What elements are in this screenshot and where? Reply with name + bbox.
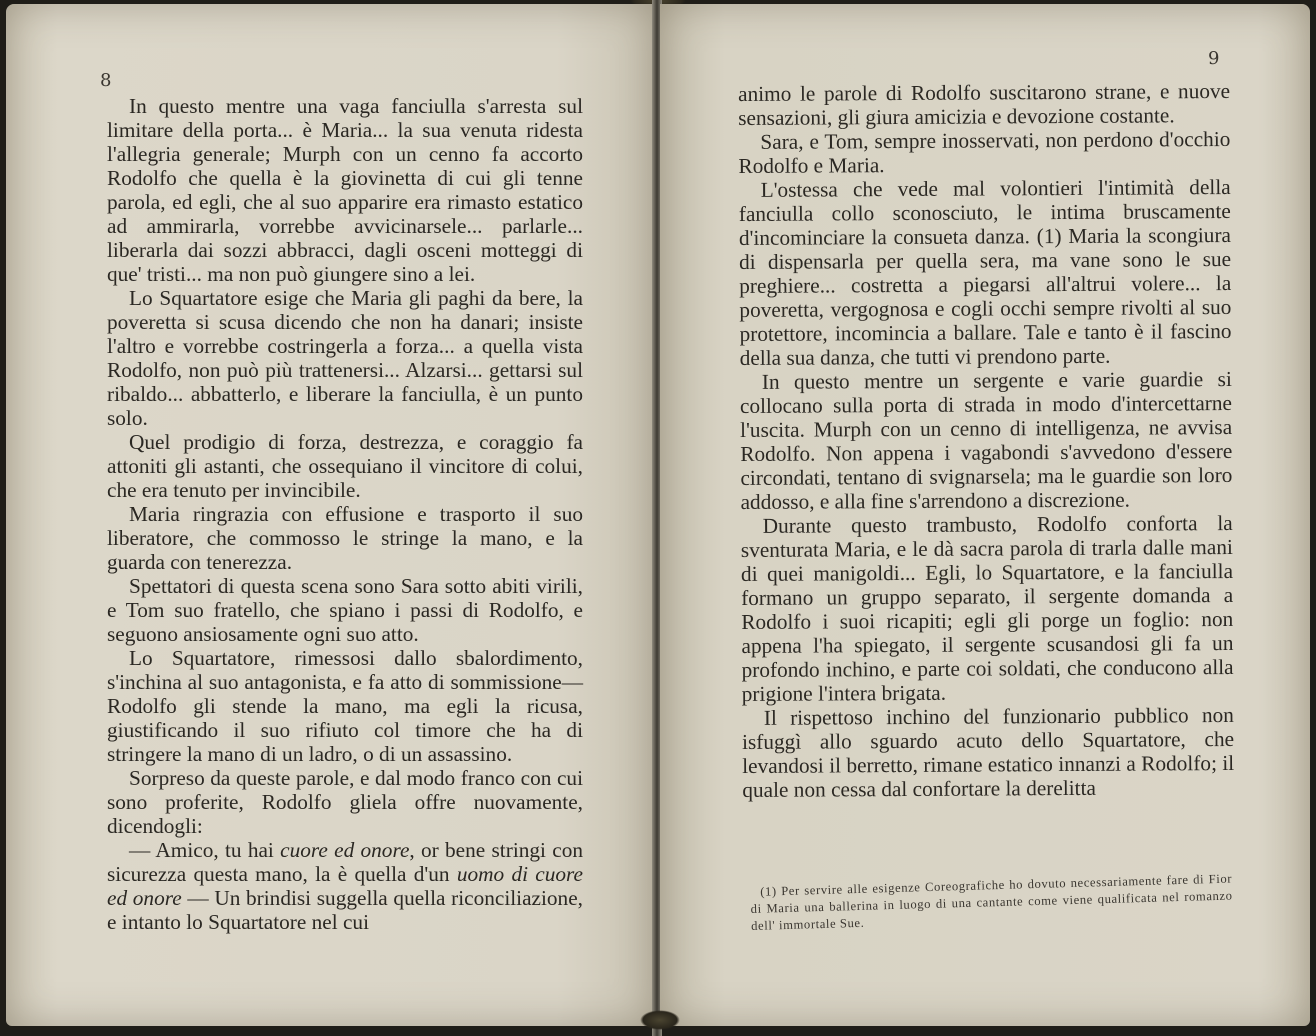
left-page-text (107, 94, 583, 934)
paragraph: In questo mentre una vaga fanciulla s'arresta sul limitare della porta... è Maria... la sua venuta ridesta l'allegria generale; Murph con un cenno fa accorto Rodolfo che quella è la giovinetta di cui gli tenne parola, ed egli, che al suo apparire era rimasto estatico ad ammirarla, vorrebbe avvicinarsele... parlarle... liberarla dai sozzi abbracci, dagli osceni motteggi di que' tristi... ma non può giungere sino a lei. (107, 94, 583, 286)
paragraph: Lo Squartatore, rimessosi dallo sbalordimento, s'inchina al suo antagonista, e fa atto di sommissione— Rodolfo gli stende la mano, ma egli la ricusa, giustificando il suo rifiuto col timore che ha di stringere la mano di un ladro, o di un assassino. (107, 646, 583, 766)
paragraph-continued: animo le parole di Rodolfo suscitarono strane, e nuove sensazioni, gli giura amicizia e devozione costante. (738, 78, 1231, 130)
right-page-number: 9 (1208, 48, 1220, 69)
paragraph: Spettatori di questa scena sono Sara sotto abiti virili, e Tom suo fratello, che spiano i passi di Rodolfo, e seguono ansiosamente ogni suo atto. (107, 574, 583, 646)
paragraph: Il rispettoso inchino del funzionario pubblico non isfuggì allo sguardo acuto dello Squartatore, che levandosi il berretto, rimane estatico innanzi a Rodolfo; il quale non cessa dal confortare la derelitta (741, 702, 1235, 802)
paragraph: Quel prodigio di forza, destrezza, e coraggio fa attoniti gli astanti, che ossequiano il vincitore di colui, che era tenuto per invincibile. (107, 430, 583, 502)
bottom-ornament (640, 1010, 680, 1030)
footnote-text: (1) Per servire alle esigenze Coreografiche ho dovuto necessariamente fare di Fior di Maria una ballerina in luogo di una cantante come viene qualificata nel romanzo dell' immortale Sue. (750, 871, 1233, 933)
paragraph: Durante questo trambusto, Rodolfo conforta la sventurata Maria, e le dà sacra parola di trarla dalle mani di quei manigoldi... Egli, lo Squartatore, e la fanciulla formano un gruppo separato, il sergente domanda a Rodolfo i suoi ricapiti; egli gli porge un foglio: non appena l'ha spiegato, il sergente scusandosi gli fa un profondo inchino, e parte coi soldati, che conducono alla prigione l'intera brigata. (740, 510, 1234, 706)
right-page-text (738, 79, 1234, 802)
dialogue-text: — Amico, tu hai (129, 838, 281, 862)
italic-phrase: cuore ed onore (280, 838, 410, 862)
paragraph: Sara, e Tom, sempre inosservati, non perdono d'occhio Rodolfo e Maria. (738, 126, 1231, 178)
paragraph: Maria ringrazia con effusione e trasporto il suo liberatore, che commosso le stringe la mano, e la guarda con tenerezza. (107, 502, 583, 574)
paragraph: Sorpreso da queste parole, e dal modo franco con cui sono proferite, Rodolfo gliela offre nuovamente, dicendogli: (107, 766, 583, 838)
paragraph: L'ostessa che vede mal volontieri l'intimità della fanciulla collo sconosciuto, le intima bruscamente d'incominciare la consueta danza. (1) Maria la scongiura di dispensarla per quella sera, ma vane sono le sue preghiere... costretta a piegarsi all'altrui volere... la poveretta, vergognosa e cogli occhi sempre rivolti al suo protettore, incomincia a ballare. Tale e tanto è il fascino della sua danza, che tutti vi prendono parte. (738, 174, 1232, 370)
dialogue-text: — Un brindisi suggella quella riconciliazione, e intanto lo Squartatore nel cui (107, 886, 583, 934)
left-page-number: 8 (100, 70, 112, 91)
paragraph-dialogue (107, 838, 583, 934)
italic-phrase: uomo di cuore ed onore (107, 862, 583, 910)
paragraph: In questo mentre un sergente e varie guardie si collocano sulla porta di strada in modo d'intercettarne l'uscita. Murph con un cenno di intelligenza, ne avvisa Rodolfo. Non appena i vagabondi s'avvedono d'essere circondati, tentano di svignarsela; ma le guardie son loro addosso, e alla fine s'arrendono a discrezione. (739, 366, 1233, 514)
paragraph: Lo Squartatore esige che Maria gli paghi da bere, la poveretta si scusa dicendo che non ha danari; insiste l'altro e vorrebbe costringerla a forza... a quella vista Rodolfo, non può più trattenersi... Alzarsi... gettarsi sul ribaldo... abbatterlo, e liberare la fanciulla, è un punto solo. (107, 286, 583, 430)
dialogue-text: , or bene stringi con sicurezza questa mano, la è quella d'un (107, 838, 583, 886)
